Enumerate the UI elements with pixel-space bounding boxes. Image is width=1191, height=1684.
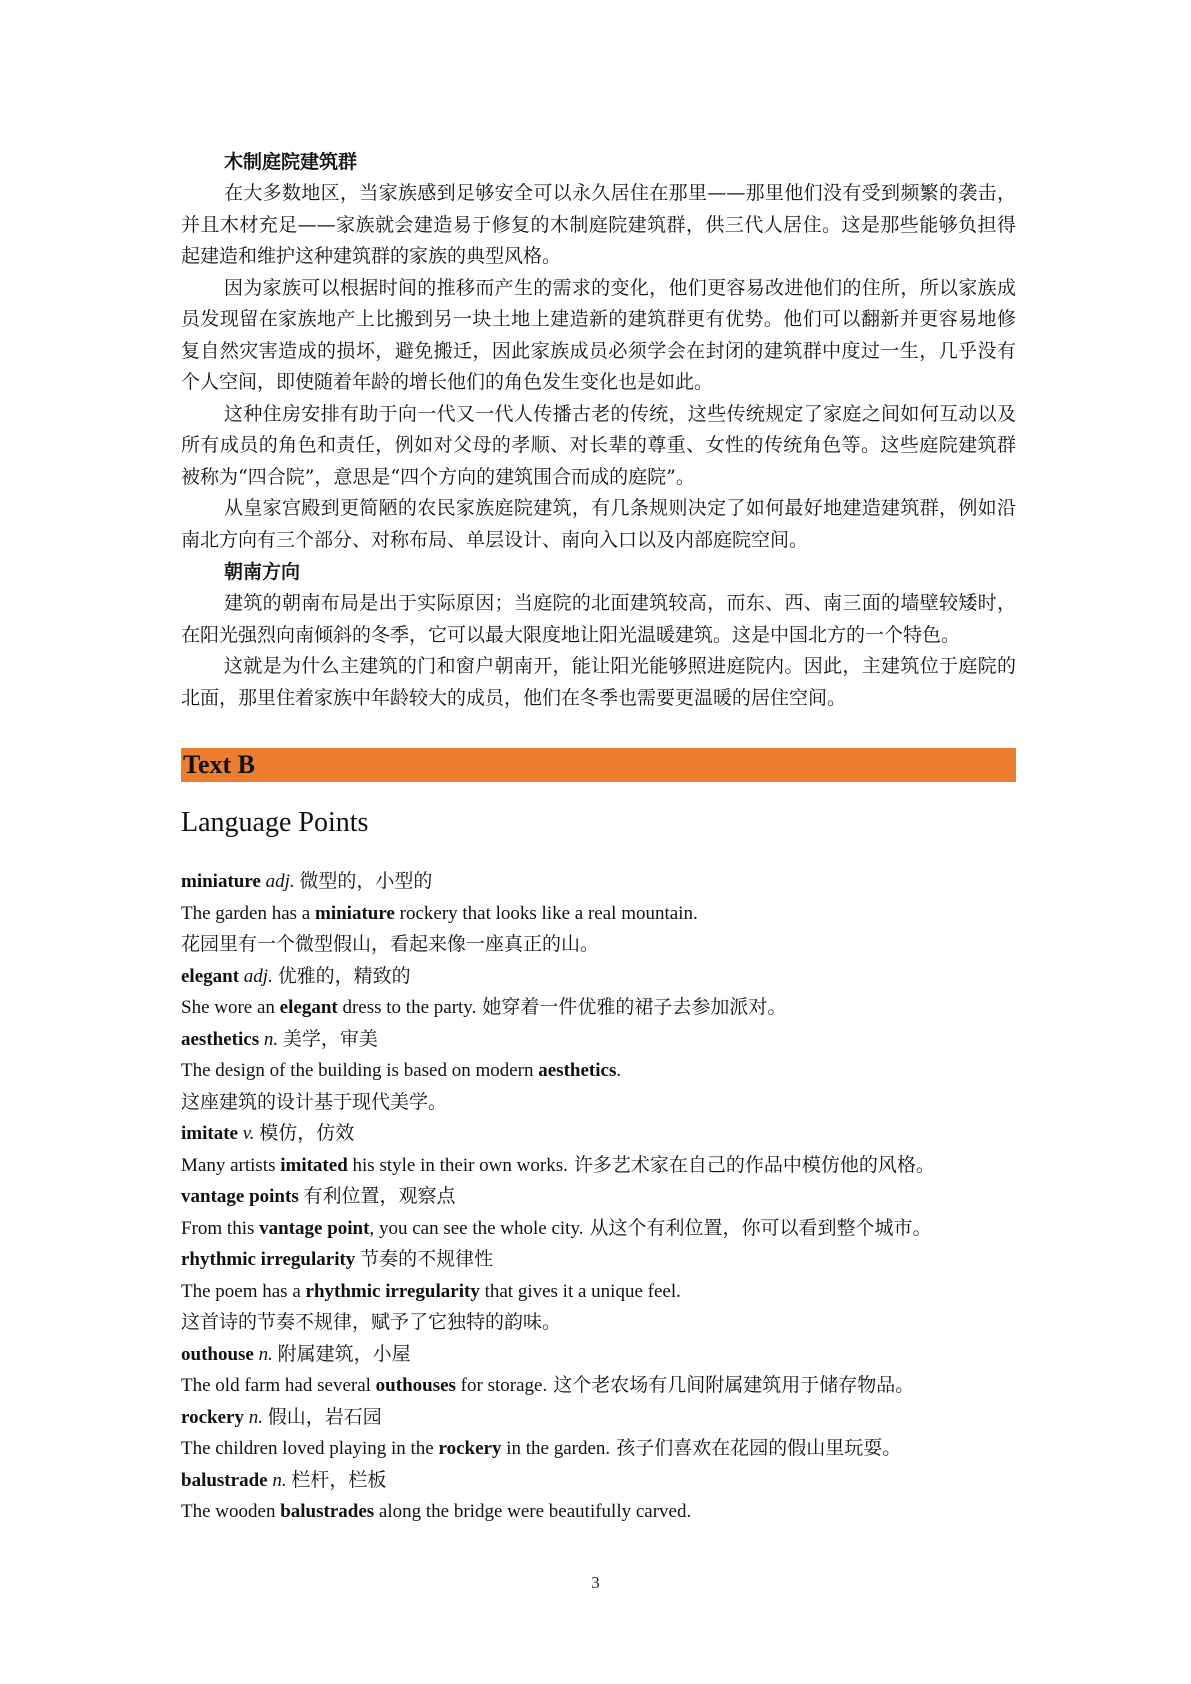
part-of-speech: v.	[242, 1123, 255, 1144]
example-text: The design of the building is based on modern	[181, 1060, 539, 1081]
example-text: The garden has a	[181, 902, 315, 924]
example-text: Many artists	[181, 1154, 281, 1176]
example-keyword: outhouses	[375, 1375, 456, 1396]
language-points-title: Language Points	[181, 807, 369, 838]
paragraph: 这就是为什么主建筑的门和窗户朝南开，能让阳光能够照进庭院内。因此，主建筑位于庭院的北面，那里住着家族中年龄较大的成员，他们在冬季也需要更温暖的居住空间。	[181, 655, 1016, 709]
vocab-meaning: 附属建筑，小屋	[277, 1342, 411, 1365]
example-text: for storage.	[455, 1375, 548, 1396]
example-translation: 她穿着一件优雅的裙子去参加派对。	[482, 996, 787, 1018]
example-keyword: aesthetics	[538, 1060, 617, 1081]
vocab-example	[181, 1150, 1016, 1182]
part-of-speech: n.	[258, 1343, 273, 1365]
example-text: , you can see the whole city.	[369, 1217, 584, 1239]
vocab-term: aesthetics	[181, 1028, 260, 1050]
example-keyword: balustrades	[280, 1501, 375, 1522]
example-translation-line: 这首诗的节奏不规律，赋予了它独特的韵味。	[181, 1311, 562, 1333]
vocab-term: outhouse	[181, 1343, 254, 1365]
example-text: along the bridge were beautifully carved.	[374, 1501, 692, 1522]
example-text: dress to the party.	[337, 997, 477, 1018]
vocab-entry-head	[181, 961, 1016, 993]
part-of-speech: adj.	[265, 871, 295, 892]
example-keyword: rockery	[438, 1438, 502, 1459]
example-keyword: elegant	[279, 997, 338, 1018]
paragraph: 这种住房安排有助于向一代又一代人传播古老的传统，这些传统规定了家庭之间如何互动以及所有成员的角色和责任，例如对父母的孝顺、对长辈的尊重、女性的传统角色等。这些庭院建筑群被称为“四合院”，意思是“四个方向的建筑围合而成的庭院”。	[181, 402, 1016, 488]
example-text: his style in their own works.	[347, 1154, 568, 1176]
vocab-meaning: 节奏的不规律性	[360, 1248, 494, 1270]
vocab-term: rhythmic irregularity	[181, 1249, 356, 1270]
example-keyword: rhythmic irregularity	[305, 1280, 480, 1302]
vocab-example	[181, 1276, 1016, 1308]
vocab-meaning: 假山，岩石园	[267, 1405, 382, 1428]
paragraph: 从皇家宫殿到更简陋的农民家族庭院建筑，有几条规则决定了如何最好地建造建筑群，例如沿南北方向有三个部分、对称布局、单层设计、南向入口以及内部庭院空间。	[181, 497, 1016, 551]
example-keyword: miniature	[315, 902, 395, 924]
text-b-banner: Text B	[181, 748, 1016, 782]
section-heading-wooden-courtyard: 木制庭院建筑群	[224, 151, 358, 173]
vocab-meaning: 栏杆，栏板	[291, 1468, 387, 1491]
vocab-example	[181, 1213, 1016, 1245]
part-of-speech: n.	[248, 1406, 263, 1428]
vocab-example	[181, 1055, 1016, 1087]
example-text: that gives it a unique feel.	[479, 1280, 681, 1302]
paragraph: 因为家族可以根据时间的推移而产生的需求的变化，他们更容易改进他们的住所，所以家族成员发现留在家族地产上比搬到另一块土地上建造新的建筑群更有优势。他们可以翻新并更容易地修复自然灾害造成的损坏，避免搬迁，因此家族成员必须学会在封闭的建筑群中度过一生，几乎没有个人空间，即使随着年龄的增长他们的角色发生变化也是如此。	[181, 276, 1016, 393]
language-points-list	[181, 866, 1016, 1528]
vocab-entry-head	[181, 1244, 1016, 1276]
part-of-speech: n.	[263, 1028, 279, 1050]
example-text: in the garden.	[501, 1438, 611, 1459]
vocab-entry-head	[181, 1402, 1016, 1434]
example-keyword: imitated	[280, 1154, 348, 1176]
page-content	[181, 146, 1016, 1528]
example-translation-line: 花园里有一个微型假山，看起来像一座真正的山。	[181, 933, 600, 955]
example-keyword: vantage point	[259, 1217, 370, 1239]
vocab-term: miniature	[181, 871, 261, 892]
example-translation: 这个老农场有几间附属建筑用于储存物品。	[553, 1374, 915, 1396]
example-text: The children loved playing in the	[181, 1438, 439, 1459]
example-translation-line: 这座建筑的设计基于现代美学。	[181, 1090, 448, 1113]
vocab-example	[181, 992, 1016, 1024]
vocab-meaning: 模仿，仿效	[259, 1122, 355, 1144]
vocab-meaning: 微型的，小型的	[299, 870, 433, 892]
vocab-term: balustrade	[181, 1469, 268, 1491]
vocab-meaning: 美学，审美	[282, 1027, 378, 1050]
example-text: The old farm had several	[181, 1375, 376, 1396]
vocab-term: imitate	[181, 1123, 238, 1144]
vocab-meaning: 有利位置，观察点	[303, 1185, 456, 1207]
example-text: She wore an	[181, 997, 280, 1018]
part-of-speech: adj.	[243, 965, 273, 987]
example-text: The wooden	[181, 1501, 281, 1522]
vocab-entry-head	[181, 866, 1016, 898]
vocab-term: rockery	[181, 1406, 244, 1428]
paragraph: 建筑的朝南布局是出于实际原因；当庭院的北面建筑较高，而东、西、南三面的墙壁较矮时，在阳光强烈向南倾斜的冬季，它可以最大限度地让阳光温暖建筑。这是中国北方的一个特色。	[181, 592, 1016, 646]
example-translation: 从这个有利位置，你可以看到整个城市。	[589, 1216, 932, 1239]
vocab-term: elegant	[181, 965, 240, 987]
vocab-entry-head	[181, 1181, 1016, 1213]
vocab-entry-head	[181, 1118, 1016, 1150]
vocab-example	[181, 1433, 1016, 1465]
example-translation: 孩子们喜欢在花园的假山里玩耍。	[616, 1437, 902, 1459]
paragraph: 在大多数地区，当家族感到足够安全可以永久居住在那里——那里他们没有受到频繁的袭击，并且木材充足——家族就会建造易于修复的木制庭院建筑群，供三代人居住。这是那些能够负担得起建造和维护这种建筑群的家族的典型风格。	[181, 182, 1016, 267]
vocab-example	[181, 898, 1016, 930]
vocab-meaning: 优雅的，精致的	[277, 964, 411, 987]
vocab-example	[181, 1370, 1016, 1402]
example-translation: 许多艺术家在自己的作品中模仿他的风格。	[573, 1153, 935, 1176]
vocab-example	[181, 1496, 1016, 1528]
vocab-entry-head	[181, 1339, 1016, 1371]
example-text: .	[616, 1060, 622, 1081]
section-heading-south-facing: 朝南方向	[224, 561, 301, 583]
vocab-term: vantage points	[181, 1186, 299, 1207]
part-of-speech: n.	[272, 1469, 287, 1491]
vocab-entry-head	[181, 1024, 1016, 1056]
example-text: rockery that looks like a real mountain.	[394, 902, 698, 924]
page-number: 3	[591, 1573, 600, 1592]
example-text: From this	[181, 1217, 260, 1239]
example-text: The poem has a	[181, 1280, 306, 1302]
vocab-entry-head	[181, 1465, 1016, 1497]
